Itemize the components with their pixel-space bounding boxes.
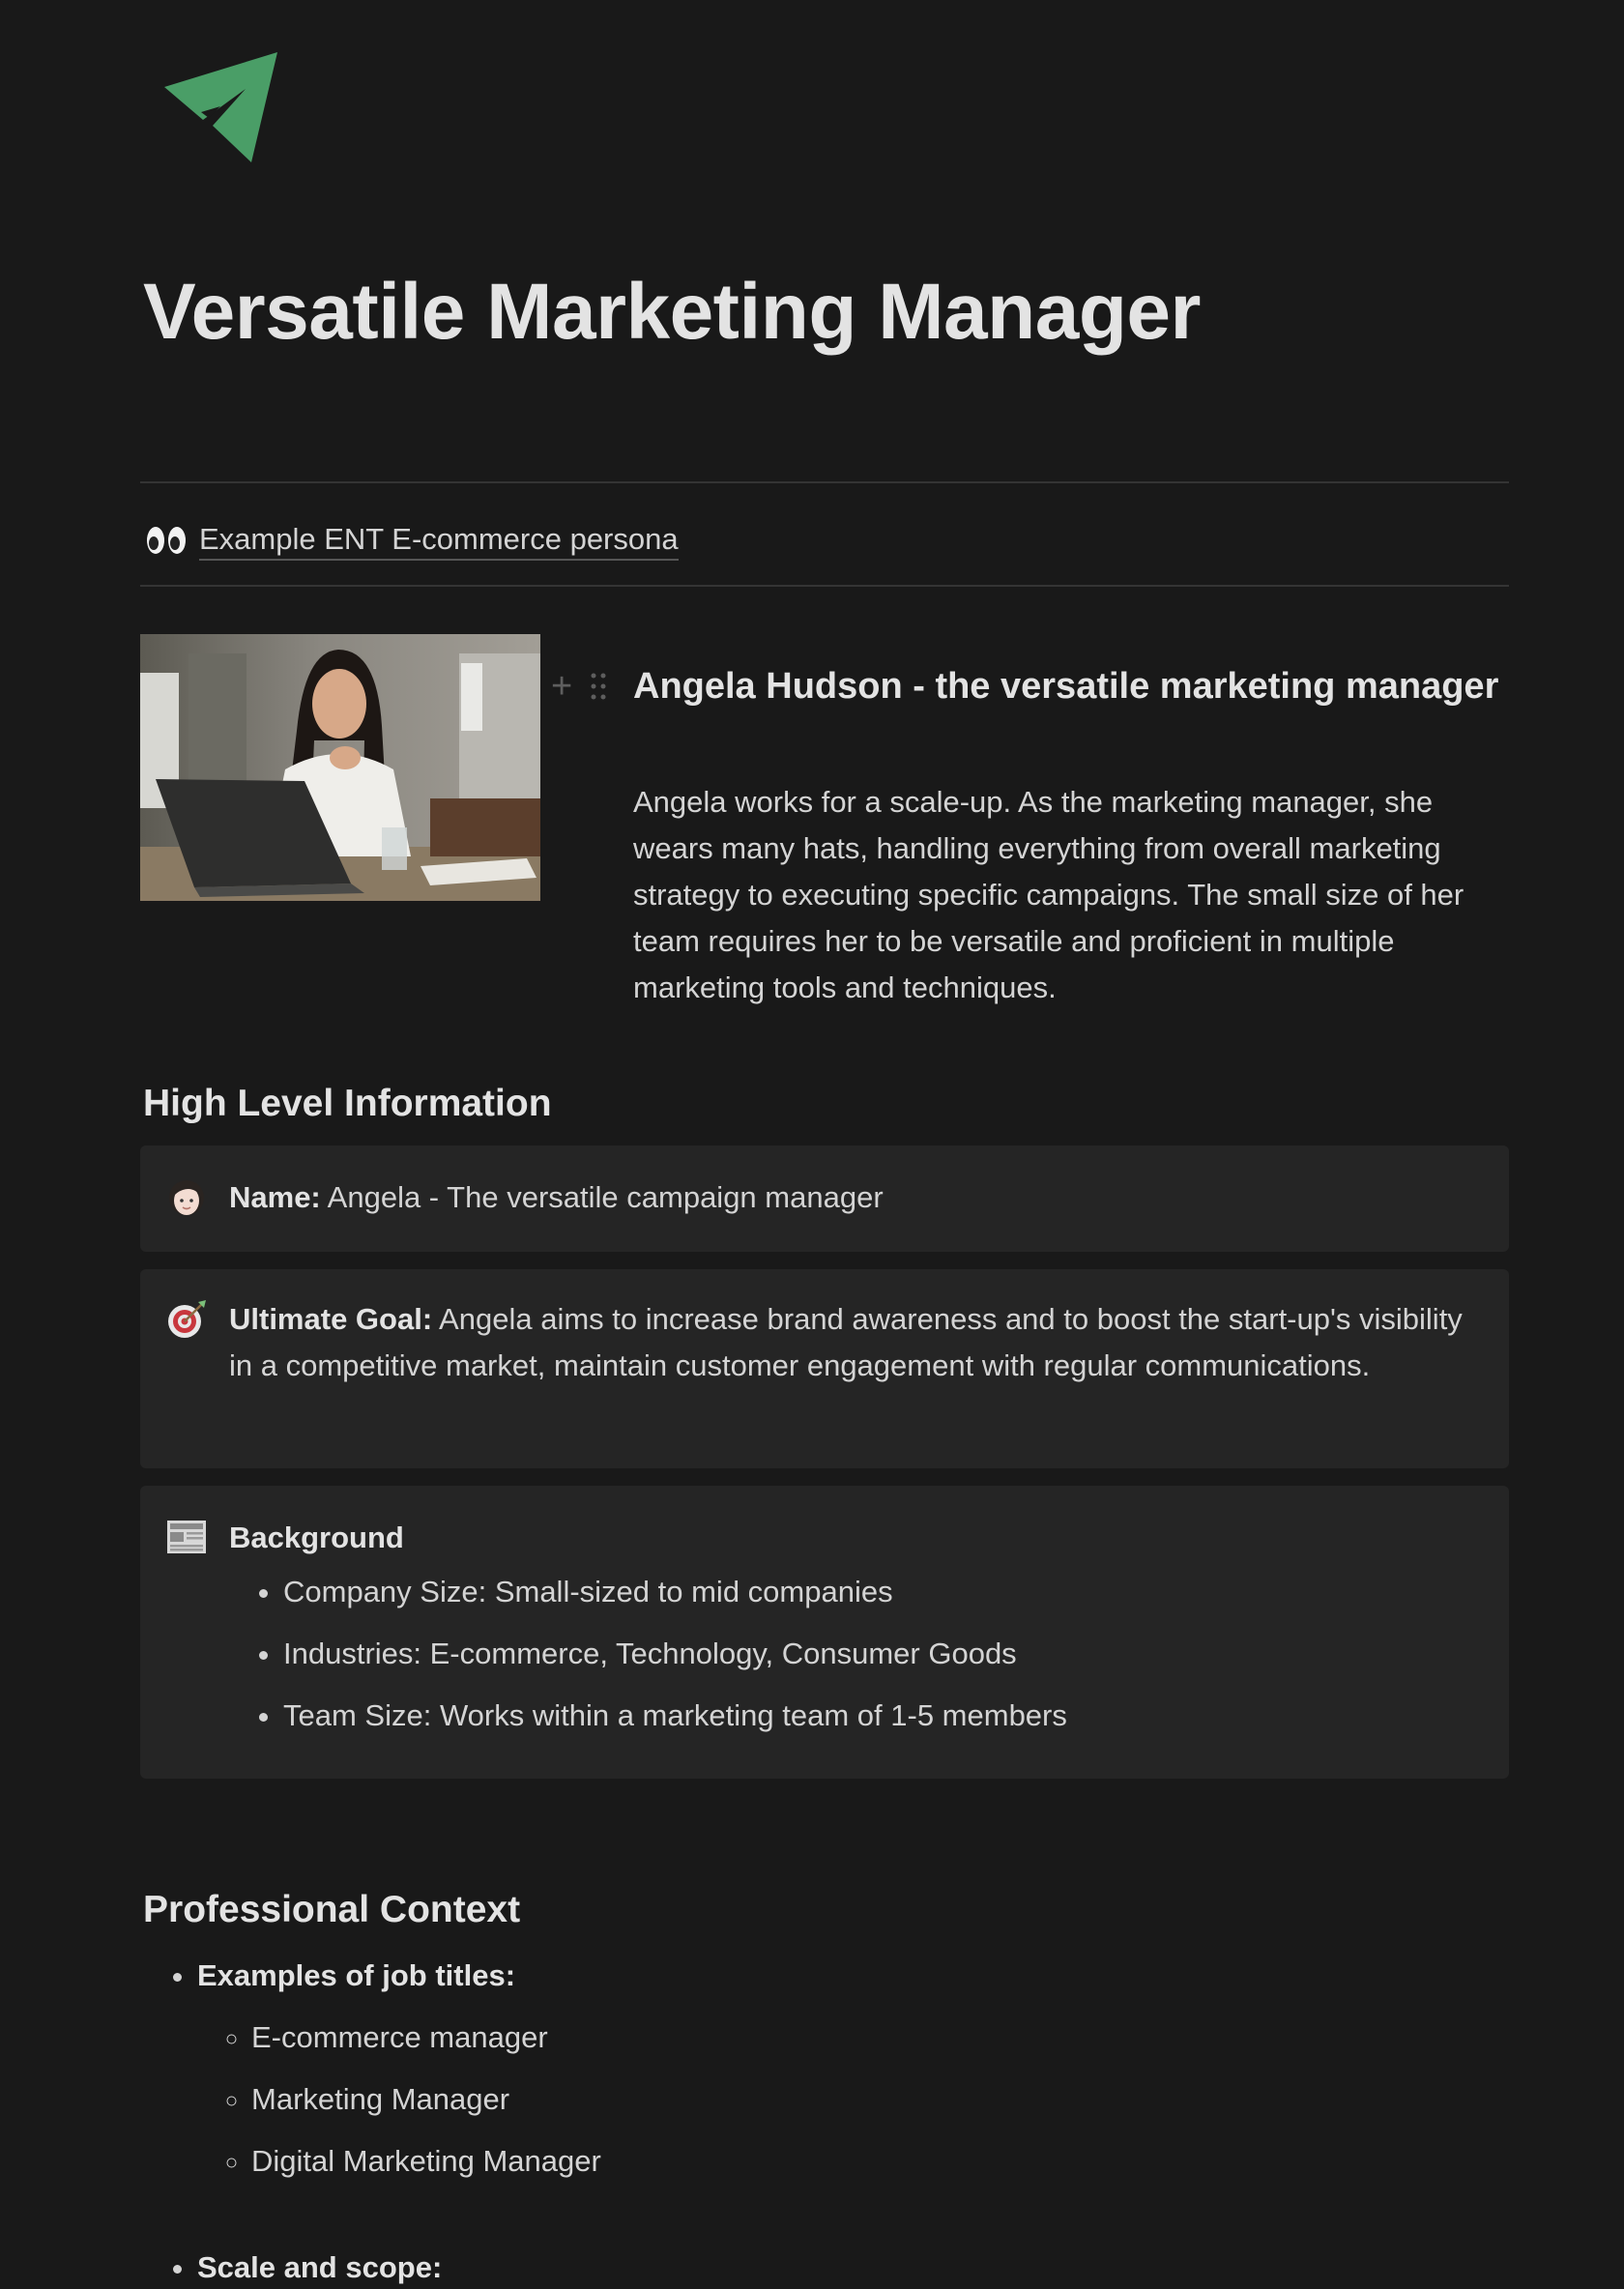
- list-item[interactable]: ◦ Marketing Manager: [251, 2076, 1551, 2123]
- job-titles-label: Examples of job titles:: [197, 1958, 516, 1992]
- job-titles-list: [197, 2014, 1551, 2185]
- divider-top: [140, 481, 1509, 483]
- eyes-icon: [145, 523, 188, 558]
- list-item[interactable]: • Industries: E-commerce, Technology, Consumer Goods: [283, 1631, 1480, 1677]
- list-item[interactable]: [197, 2245, 1551, 2289]
- list-item[interactable]: [197, 1953, 1551, 2185]
- woman-face-icon: [165, 1176, 208, 1219]
- persona-description[interactable]: Angela works for a scale-up. As the marketing manager, she wears many hats, handling everything from overall marketing strategy to executing specific campaigns. The small size of her team requires her to be versatile and proficient in multiple marketing tools and techniques.: [633, 785, 1464, 1004]
- background-list: [229, 1569, 1480, 1739]
- scale-scope-label: Scale and scope:: [197, 2250, 443, 2284]
- page-link-label[interactable]: Example ENT E-commerce persona: [199, 520, 679, 561]
- divider-bottom: [140, 585, 1509, 587]
- callout-goal[interactable]: [140, 1269, 1509, 1468]
- list-item[interactable]: • Team Size: Works within a marketing team of 1-5 members: [283, 1693, 1480, 1739]
- professional-context-list: [143, 1953, 1551, 2289]
- page-link[interactable]: [145, 516, 679, 565]
- block-controls: [551, 667, 607, 706]
- plus-icon[interactable]: +: [551, 666, 573, 707]
- drag-handle-icon[interactable]: [590, 672, 607, 701]
- target-icon: [165, 1298, 208, 1341]
- goal-label: Ultimate Goal:: [229, 1302, 433, 1336]
- list-item[interactable]: • Company Size: Small-sized to mid companies: [283, 1569, 1480, 1615]
- callout-background[interactable]: [140, 1486, 1509, 1779]
- paper-plane-icon[interactable]: [162, 48, 280, 166]
- professional-context-heading[interactable]: Professional Context: [143, 1889, 521, 1930]
- goal-value: Angela aims to increase brand awareness and to boost the start-up's visibility in a competitive market, maintain customer engagement with regular communications.: [229, 1302, 1463, 1382]
- page-title[interactable]: Versatile Marketing Manager: [143, 268, 1201, 356]
- newspaper-icon: [165, 1515, 208, 1557]
- background-label: Background: [229, 1521, 404, 1554]
- high-level-heading[interactable]: High Level Information: [143, 1083, 552, 1124]
- name-label: Name:: [229, 1180, 321, 1214]
- persona-photo: [140, 634, 540, 901]
- name-value: Angela - The versatile campaign manager: [320, 1180, 884, 1214]
- persona-heading[interactable]: Angela Hudson - the versatile marketing manager: [633, 666, 1499, 707]
- list-item[interactable]: ◦ E-commerce manager: [251, 2014, 1551, 2061]
- list-item[interactable]: ◦ Digital Marketing Manager: [251, 2138, 1551, 2185]
- callout-name[interactable]: [140, 1145, 1509, 1252]
